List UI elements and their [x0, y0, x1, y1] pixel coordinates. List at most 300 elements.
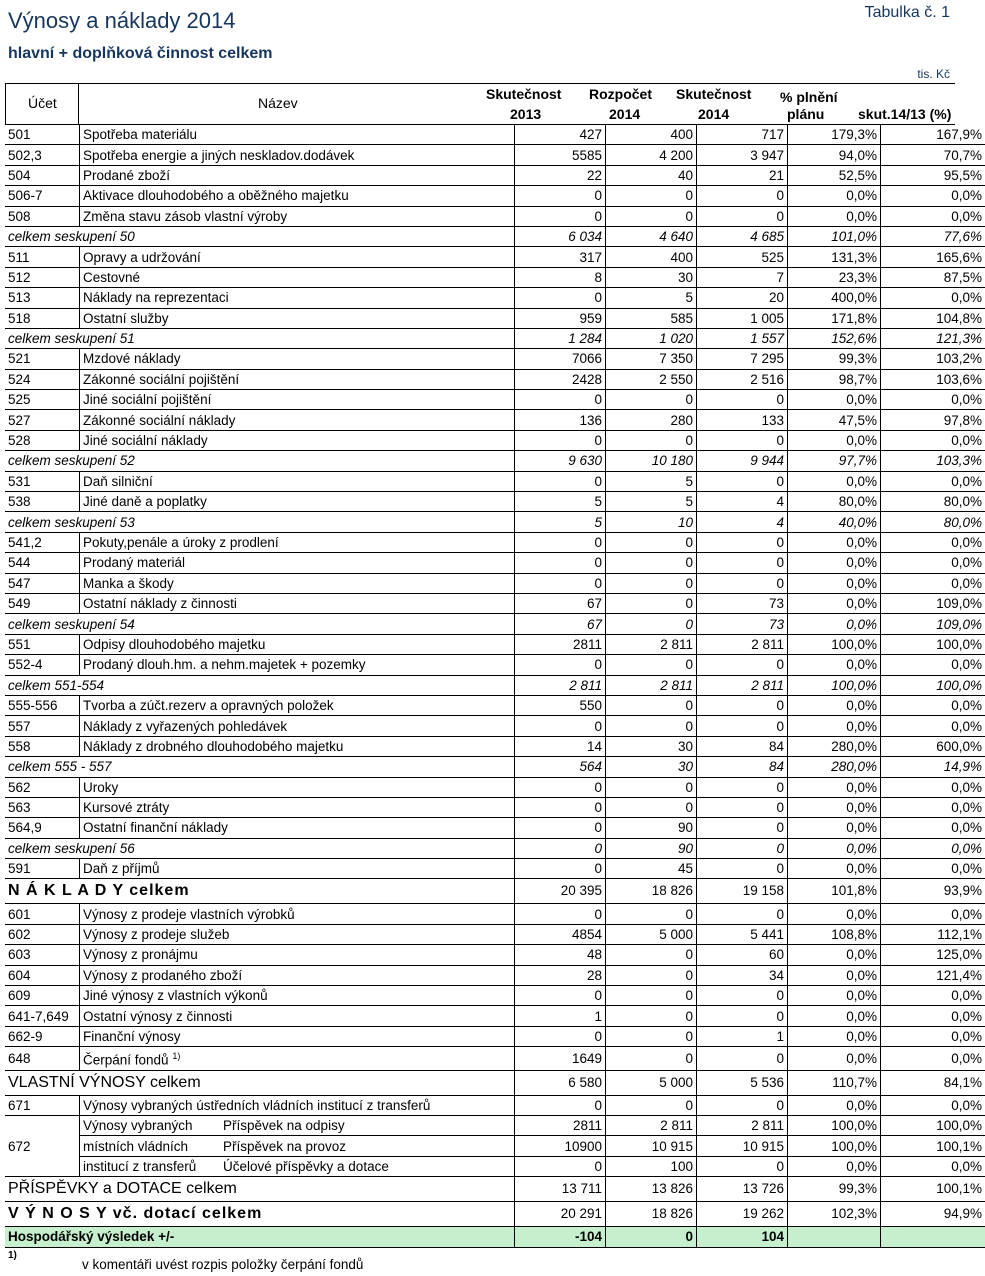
row-ucet: 528: [5, 430, 80, 450]
cell-c: 0: [697, 1006, 788, 1026]
cell-e: 121,4%: [881, 965, 985, 985]
table-row: [5, 1156, 985, 1176]
cell-b: 0: [606, 716, 697, 736]
cell-b: 0: [606, 655, 697, 675]
cell-a: 13 711: [515, 1177, 606, 1202]
cell-c: 3 947: [697, 145, 788, 165]
cell-b: 0: [606, 1227, 697, 1247]
cell-c: 21: [697, 165, 788, 185]
cell-d: 98,7%: [788, 369, 881, 389]
row-ucet: 547: [5, 573, 80, 593]
row-nazev-text: Náklady z drobného dlouhodobého majetku: [83, 738, 344, 754]
cell-c: 0: [697, 838, 788, 858]
cell-a: 20 395: [515, 879, 606, 904]
row-ucet: 563: [5, 797, 80, 817]
row-nazev-text: Kursové ztráty: [83, 800, 170, 816]
cell-d: 0,0%: [788, 553, 881, 573]
cell-b: 90: [606, 818, 697, 838]
row-nazev-text: Tvorba a zúčt.rezerv a opravných položek: [83, 698, 334, 714]
row-ucet: 609: [5, 986, 80, 1006]
row-ucet: 555-556: [5, 695, 80, 715]
cell-c: 10 915: [697, 1136, 788, 1156]
row-nazev: [80, 797, 515, 817]
cell-d: 52,5%: [788, 165, 881, 185]
cell-c: 0: [697, 777, 788, 797]
table-row: [5, 226, 985, 246]
row-nazev-text: Ostatní finanční náklady: [83, 820, 228, 836]
cell-b: 13 826: [606, 1177, 697, 1202]
cell-e: 0,0%: [881, 288, 985, 308]
cell-b: 18 826: [606, 879, 697, 904]
row-nazev-text: Pokuty,penále a úroky z prodlení: [83, 535, 279, 550]
cell-b: 5 000: [606, 1070, 697, 1095]
cell-c: 1 005: [697, 308, 788, 328]
cell-e: 0,0%: [881, 986, 985, 1006]
row-label: celkem seskupení 56: [5, 838, 515, 858]
table-row: [5, 308, 985, 328]
table-row: [5, 904, 985, 924]
cell-e: 95,5%: [881, 165, 985, 185]
row-nazev-text: Jiné sociální pojištění: [83, 392, 212, 408]
cell-e: 103,2%: [881, 349, 985, 369]
cell-c: 0: [697, 430, 788, 450]
row-nazev-text: Spotřeba energie a jiných neskladov.dodávek: [83, 147, 355, 163]
row-ucet: 524: [5, 369, 80, 389]
row-nazev-text: Zákonné sociální pojištění: [83, 371, 240, 387]
cell-a: 1649: [515, 1047, 606, 1071]
cell-e: 0,0%: [881, 532, 985, 552]
header-skut14-b: 2014: [698, 106, 730, 122]
cell-d: 280,0%: [788, 736, 881, 756]
cell-e: 14,9%: [881, 757, 985, 777]
row-label: N Á K L A D Y celkem: [5, 879, 515, 904]
cell-b: 1 020: [606, 328, 697, 348]
cell-c: 2 811: [697, 634, 788, 654]
row-nazev-text: Změna stavu zásob vlastní výroby: [83, 208, 288, 224]
cell-b: 280: [606, 410, 697, 430]
cell-c: 133: [697, 410, 788, 430]
cell-d: 0,0%: [788, 573, 881, 593]
cell-e: 0,0%: [881, 1095, 985, 1115]
table-row: [5, 145, 985, 165]
cell-a: 6 034: [515, 226, 606, 246]
cell-a: 14: [515, 736, 606, 756]
budget-table: [5, 125, 985, 1248]
cell-c: 84: [697, 757, 788, 777]
cell-e: 100,0%: [881, 634, 985, 654]
table-row: [5, 818, 985, 838]
cell-b: 400: [606, 125, 697, 145]
row-nazev: [80, 1006, 515, 1026]
cell-d: 0,0%: [788, 430, 881, 450]
cell-d: 0,0%: [788, 1095, 881, 1115]
cell-d: 0,0%: [788, 797, 881, 817]
cell-a: -104: [515, 1227, 606, 1247]
cell-b: 0: [606, 797, 697, 817]
cell-d: 100,0%: [788, 1116, 881, 1136]
cell-e: 0,0%: [881, 655, 985, 675]
cell-b: 7 350: [606, 349, 697, 369]
page-subtitle: hlavní + doplňková činnost celkem: [8, 45, 273, 62]
row-nazev-text: Výnosy z prodeje vlastních výrobků: [83, 906, 295, 922]
row-ucet: 506-7: [5, 186, 80, 206]
row-nazev: [80, 986, 515, 1006]
row-ucet: 648: [5, 1047, 80, 1071]
table-row: [5, 1047, 985, 1071]
table-row: [5, 471, 985, 491]
table-row: [5, 614, 985, 634]
table-row: [5, 655, 985, 675]
row-nazev: [80, 308, 515, 328]
cell-d: 101,0%: [788, 226, 881, 246]
row-ucet: 671: [5, 1095, 80, 1115]
cell-c: 7: [697, 267, 788, 287]
cell-e: 80,0%: [881, 512, 985, 532]
cell-a: 0: [515, 904, 606, 924]
row-nazev: [80, 1116, 515, 1136]
cell-a: 564: [515, 757, 606, 777]
row-nazev-text: Spotřeba materiálu: [83, 127, 198, 143]
cell-a: 2811: [515, 1116, 606, 1136]
row-nazev-text: Výnosy z prodeje služeb: [83, 927, 230, 943]
cell-d: 0,0%: [788, 838, 881, 858]
cell-c: 0: [697, 904, 788, 924]
row-nazev-text: Ostatní výnosy z činnosti: [83, 1008, 233, 1024]
row-nazev: [80, 859, 515, 879]
cell-a: 0: [515, 818, 606, 838]
table-row: [5, 1202, 985, 1227]
cell-c: 0: [697, 1095, 788, 1115]
cell-e: 87,5%: [881, 267, 985, 287]
cell-c: 4: [697, 492, 788, 512]
cell-a: 0: [515, 573, 606, 593]
cell-c: 19 262: [697, 1202, 788, 1227]
cell-d: 0,0%: [788, 695, 881, 715]
row-ucet: 604: [5, 965, 80, 985]
table-number: Tabulka č. 1: [864, 4, 950, 21]
cell-a: 0: [515, 288, 606, 308]
cell-d: 0,0%: [788, 945, 881, 965]
cell-e: 84,1%: [881, 1070, 985, 1095]
cell-d: 101,8%: [788, 879, 881, 904]
row-nazev-text: Ostatní služby: [83, 310, 169, 326]
cell-e: 103,3%: [881, 451, 985, 471]
cell-d: 0,0%: [788, 532, 881, 552]
cell-a: 48: [515, 945, 606, 965]
cell-b: 90: [606, 838, 697, 858]
cell-b: 30: [606, 267, 697, 287]
row-nazev: [80, 349, 515, 369]
row-nazev: [80, 532, 515, 552]
cell-c: 19 158: [697, 879, 788, 904]
cell-b: 0: [606, 1006, 697, 1026]
cell-a: 4854: [515, 924, 606, 944]
cell-d: 171,8%: [788, 308, 881, 328]
row-nazev: [80, 471, 515, 491]
cell-d: 0,0%: [788, 614, 881, 634]
cell-a: 7066: [515, 349, 606, 369]
cell-b: 5: [606, 471, 697, 491]
row-nazev: [80, 573, 515, 593]
row-nazev: [80, 1156, 515, 1176]
row-ucet: 662-9: [5, 1026, 80, 1046]
row-nazev-text: Aktivace dlouhodobého a oběžného majetku: [83, 188, 349, 204]
cell-c: 7 295: [697, 349, 788, 369]
row-nazev: [80, 1026, 515, 1046]
row-label: celkem seskupení 51: [5, 328, 515, 348]
header-rozp-b: 2014: [609, 106, 641, 122]
row-nazev: [80, 695, 515, 715]
header-index: skut.14/13 (%): [858, 106, 952, 122]
cell-a: 5585: [515, 145, 606, 165]
table-row: [5, 267, 985, 287]
row-nazev: [80, 369, 515, 389]
cell-b: 2 811: [606, 675, 697, 695]
cell-a: 0: [515, 1026, 606, 1046]
row-nazev-text: Jiné daně a poplatky: [83, 494, 207, 510]
cell-d: 0,0%: [788, 1047, 881, 1071]
group672-label: Výnosy vybraných: [83, 1118, 193, 1134]
cell-c: 2 516: [697, 369, 788, 389]
cell-a: 8: [515, 267, 606, 287]
cell-e: 0,0%: [881, 838, 985, 858]
table-row: [5, 777, 985, 797]
group672-label: institucí z transferů: [83, 1159, 197, 1175]
cell-d: 80,0%: [788, 492, 881, 512]
row-nazev: [80, 410, 515, 430]
cell-c: 0: [697, 186, 788, 206]
row-nazev-text: Čerpání fondů: [83, 1052, 169, 1068]
cell-e: 0,0%: [881, 904, 985, 924]
table-row: [5, 1026, 985, 1046]
cell-d: 0,0%: [788, 471, 881, 491]
cell-e: 100,1%: [881, 1177, 985, 1202]
row-nazev-text: Prodané zboží: [83, 167, 171, 183]
cell-b: 30: [606, 757, 697, 777]
cell-d: 47,5%: [788, 410, 881, 430]
cell-a: 0: [515, 390, 606, 410]
row-nazev: [80, 777, 515, 797]
row-nazev: [80, 288, 515, 308]
row-nazev-text: Ostatní náklady z činnosti: [83, 596, 237, 612]
cell-a: 1 284: [515, 328, 606, 348]
row-ucet: 601: [5, 904, 80, 924]
table-row: [5, 924, 985, 944]
row-label: PŘÍSPĚVKY a DOTACE celkem: [5, 1177, 515, 1202]
table-row: [5, 986, 985, 1006]
cell-b: 10 180: [606, 451, 697, 471]
header-nazev: Název: [258, 95, 298, 111]
cell-a: 959: [515, 308, 606, 328]
cell-d: 0,0%: [788, 818, 881, 838]
table-row: [5, 369, 985, 389]
cell-d: 97,7%: [788, 451, 881, 471]
cell-e: 100,0%: [881, 675, 985, 695]
cell-c: 0: [697, 818, 788, 838]
row-label: celkem seskupení 53: [5, 512, 515, 532]
cell-c: 4: [697, 512, 788, 532]
cell-e: 100,0%: [881, 1116, 985, 1136]
cell-e: 77,6%: [881, 226, 985, 246]
cell-a: 0: [515, 430, 606, 450]
cell-d: 0,0%: [788, 390, 881, 410]
cell-b: 0: [606, 573, 697, 593]
cell-e: 70,7%: [881, 145, 985, 165]
cell-e: 0,0%: [881, 1006, 985, 1026]
cell-d: 100,0%: [788, 634, 881, 654]
row-ucet: 518: [5, 308, 80, 328]
cell-c: 1: [697, 1026, 788, 1046]
row-nazev-text: Manka a škody: [83, 575, 174, 591]
row-nazev: [80, 1095, 515, 1115]
table-row: [5, 675, 985, 695]
cell-c: 0: [697, 532, 788, 552]
cell-b: 0: [606, 965, 697, 985]
row-label: Hospodářský výsledek +/-: [5, 1227, 515, 1247]
cell-a: 67: [515, 593, 606, 613]
table-row: [5, 1006, 985, 1026]
row-ucet: 531: [5, 471, 80, 491]
cell-b: 45: [606, 859, 697, 879]
table-row: [5, 206, 985, 226]
cell-e: 94,9%: [881, 1202, 985, 1227]
cell-c: 0: [697, 859, 788, 879]
table-row: [5, 349, 985, 369]
table-row: [5, 288, 985, 308]
table-row: [5, 879, 985, 904]
row-nazev: [80, 165, 515, 185]
cell-b: 40: [606, 165, 697, 185]
cell-c: 1 557: [697, 328, 788, 348]
row-ucet: 551: [5, 634, 80, 654]
row-nazev: [80, 716, 515, 736]
row-nazev-text: Příspěvek na odpisy: [223, 1118, 345, 1134]
cell-c: 73: [697, 593, 788, 613]
cell-d: 0,0%: [788, 859, 881, 879]
row-nazev-text: Účelové příspěvky a dotace: [223, 1159, 389, 1175]
cell-b: 400: [606, 247, 697, 267]
row-nazev-text: Opravy a udržování: [83, 249, 201, 265]
header-rozp-a: Rozpočet: [589, 86, 652, 102]
cell-d: 0,0%: [788, 1026, 881, 1046]
cell-c: 20: [697, 288, 788, 308]
row-ucet: 641-7,649: [5, 1006, 80, 1026]
row-nazev: [80, 125, 515, 145]
cell-e: 0,0%: [881, 553, 985, 573]
row-ucet: 527: [5, 410, 80, 430]
cell-a: 0: [515, 471, 606, 491]
cell-a: 1: [515, 1006, 606, 1026]
table-row: [5, 1116, 985, 1136]
table-row: [5, 390, 985, 410]
header-skut14-a: Skutečnost: [676, 86, 752, 102]
cell-d: 0,0%: [788, 206, 881, 226]
cell-a: 9 630: [515, 451, 606, 471]
cell-e: 0,0%: [881, 390, 985, 410]
cell-a: 20 291: [515, 1202, 606, 1227]
row-label: celkem 551-554: [5, 675, 515, 695]
row-nazev: [80, 593, 515, 613]
cell-a: 317: [515, 247, 606, 267]
cell-c: 0: [697, 206, 788, 226]
row-ucet: 557: [5, 716, 80, 736]
cell-a: 2811: [515, 634, 606, 654]
cell-c: 0: [697, 573, 788, 593]
row-nazev-text: Výnosy z pronájmu: [83, 947, 198, 963]
cell-e: 0,0%: [881, 1026, 985, 1046]
cell-a: 0: [515, 859, 606, 879]
cell-c: 5 536: [697, 1070, 788, 1095]
cell-d: 108,8%: [788, 924, 881, 944]
cell-c: 4 685: [697, 226, 788, 246]
cell-d: 0,0%: [788, 593, 881, 613]
cell-a: 0: [515, 206, 606, 226]
row-nazev-text: Výnosy vybraných ústředních vládních institucí z transferů: [83, 1097, 431, 1113]
cell-d: 0,0%: [788, 186, 881, 206]
header-skut13-b: 2013: [510, 106, 542, 122]
cell-e: 0,0%: [881, 695, 985, 715]
units-label: tis. Kč: [917, 67, 950, 81]
table-row: [5, 1136, 985, 1156]
row-ucet: 541,2: [5, 532, 80, 552]
cell-b: 0: [606, 186, 697, 206]
cell-b: 0: [606, 553, 697, 573]
row-label: celkem seskupení 54: [5, 614, 515, 634]
table-row: [5, 553, 985, 573]
cell-d: 40,0%: [788, 512, 881, 532]
cell-d: 100,0%: [788, 675, 881, 695]
cell-b: 0: [606, 614, 697, 634]
cell-d: 280,0%: [788, 757, 881, 777]
cell-b: 585: [606, 308, 697, 328]
row-nazev: [80, 553, 515, 573]
cell-e: 0,0%: [881, 471, 985, 491]
cell-c: 0: [697, 390, 788, 410]
cell-e: 0,0%: [881, 1156, 985, 1176]
cell-e: 109,0%: [881, 593, 985, 613]
cell-b: 30: [606, 736, 697, 756]
row-nazev: [80, 945, 515, 965]
row-ucet: 549: [5, 593, 80, 613]
cell-a: 427: [515, 125, 606, 145]
cell-b: 0: [606, 904, 697, 924]
cell-e: 103,6%: [881, 369, 985, 389]
row-ucet: 508: [5, 206, 80, 226]
cell-a: 0: [515, 716, 606, 736]
table-row: [5, 1070, 985, 1095]
table-row: [5, 695, 985, 715]
row-ucet: 501: [5, 125, 80, 145]
row-ucet: 602: [5, 924, 80, 944]
cell-a: 550: [515, 695, 606, 715]
row-nazev: [80, 1047, 515, 1071]
row-nazev: [80, 186, 515, 206]
table-row: [5, 430, 985, 450]
cell-c: 0: [697, 986, 788, 1006]
footnote: v komentáři uvést rozpis položky čerpání fondů: [82, 1257, 364, 1272]
table-row: [5, 451, 985, 471]
cell-d: 0,0%: [788, 716, 881, 736]
header-plneni-b: plánu: [787, 106, 825, 122]
cell-b: 0: [606, 532, 697, 552]
row-nazev-text: Daň z příjmů: [83, 861, 160, 877]
cell-d: 0,0%: [788, 777, 881, 797]
cell-a: 0: [515, 797, 606, 817]
table-row: [5, 797, 985, 817]
row-nazev: [80, 1136, 515, 1156]
cell-d: [788, 1227, 881, 1247]
cell-c: 0: [697, 695, 788, 715]
